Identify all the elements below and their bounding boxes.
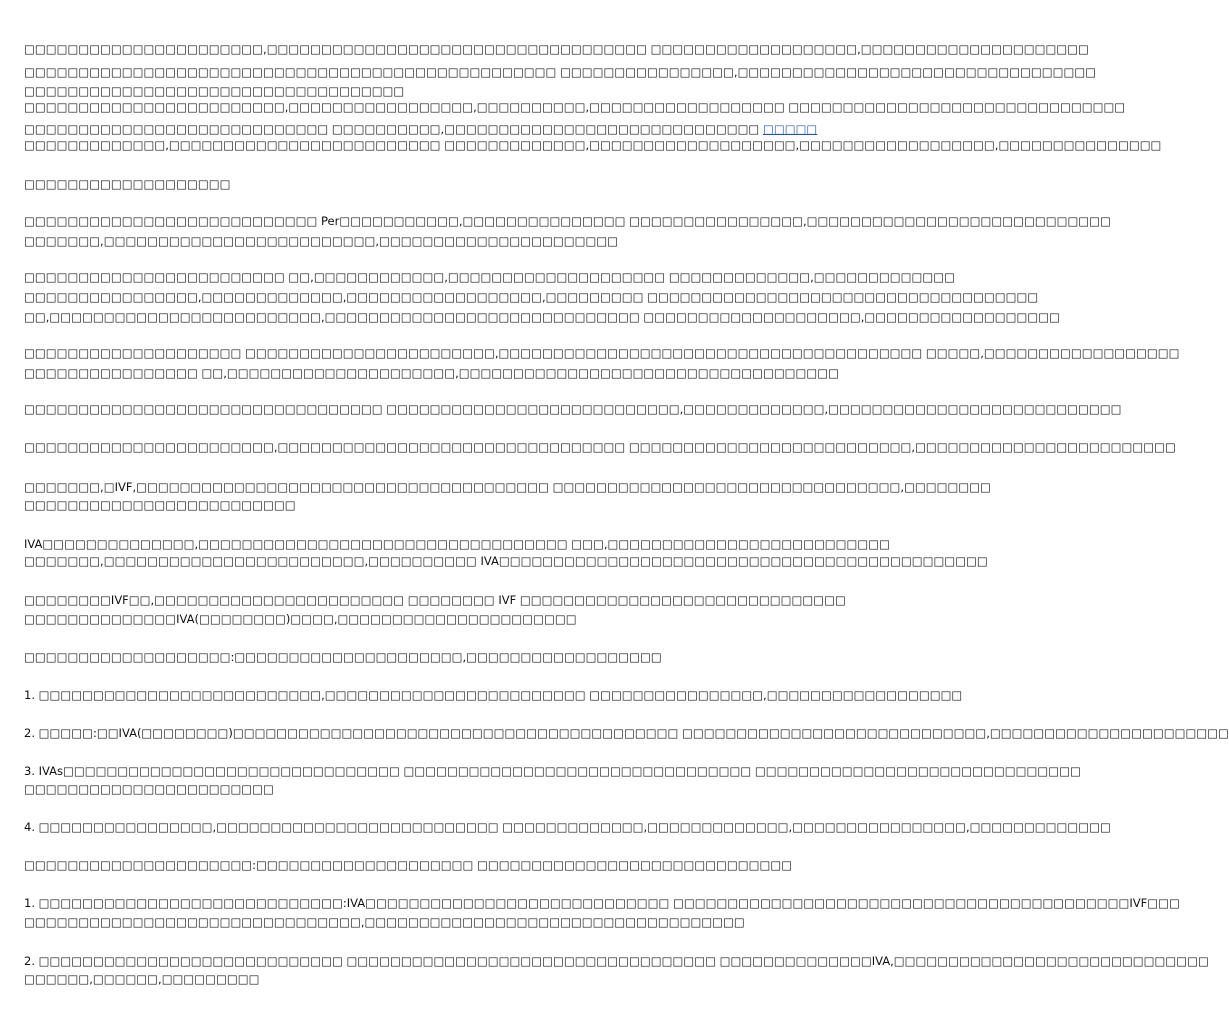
text-line: □□□□□□□,□□□□□□□□□□□□□□□□□□□□□□□□,□□□□□□□□□□ IVA□□□□□□□□□□□□□□□□□□□□□□□□□□□□□□□□□□□□□□□□□□□□□ <box>24 554 988 568</box>
text-line: □□□□□□□□□□□□□□□□□□□□□□□□,□□□□□□□□□□□□□□□□□,□□□□□□□□□□,□□□□□□□□□□□□□□□□□□ □□□□□□□□□□□□□□□□□□□□□□□□□□□□□□□ <box>24 100 1126 114</box>
text-line: □□□□□□□□□□□□□□IVA(□□□□□□□□)□□□□,□□□□□□□□□□□□□□□□□□□□□□ <box>24 612 577 626</box>
text-line: □□□□□□□□IVF□□,□□□□□□□□□□□□□□□□□□□□□□□ □□□□□□□□ IVF □□□□□□□□□□□□□□□□□□□□□□□□□□□□□□ <box>24 593 846 607</box>
text-line: □□□□□□□,□□□□□□□□□□□□□□□□□□□□□□□□□,□□□□□□□□□□□□□□□□□□□□□□ <box>24 234 619 248</box>
text-line: □□□□□□□□□□□□□□□□ □□,□□□□□□□□□□□□□□□□□□□□□,□□□□□□□□□□□□□□□□□□□□□□□□□□□□□□□□□□□ <box>24 366 840 380</box>
list-item: 2. □□□□□□□□□□□□□□□□□□□□□□□□□□□□ □□□□□□□□□□□□□□□□□□□□□□□□□□□□□□□□□□ □□□□□□□□□□□□□□IVA,□□□□□□□□□□□□□□□□□□□□□□□□□□□□□ <box>24 954 1209 968</box>
text-line: □□□□□□□□□□□□□□□□□□□□□□□□□□□□□□□□□□□□□□□□□□□□□□□□□ □□□□□□□□□□□□□□□□,□□□□□□□□□□□□□□□□□□□□□□□□□□□□□□□□□ <box>24 65 1097 79</box>
section-heading: □□□□□□□□□□□□□□□□□□□ <box>24 177 231 191</box>
text-line: □□□□□□□□□□□□□□□□□□□□□□□□ □□,□□□□□□□□□□□□,□□□□□□□□□□□□□□□□□□□□ □□□□□□□□□□□□□,□□□□□□□□□□□□□ <box>24 270 955 284</box>
text-line: □□□□□□□□□□□□□□□□□□□□□□□,□□□□□□□□□□□□□□□□□□□□□□□□□□□□□□□□ □□□□□□□□□□□□□□□□□□□□□□□□□□,□□□□□□□□□□□□□□□□□□□□□□□□ <box>24 440 1176 454</box>
text-line: □□□□□□□□□□□□□,□□□□□□□□□□□□□□□□□□□□□□□□□ □□□□□□□□□□□□□,□□□□□□□□□□□□□□□□□□□,□□□□□□□□□□□□□□□□□□,□□□□□□□□□□□□□□□ <box>24 138 1162 152</box>
text-line: □□□□□□□□□□□□□□□□□□□□□□□□□ <box>24 498 296 512</box>
list-item-continuation: □□□□□□,□□□□□□,□□□□□□□□□ <box>24 972 260 986</box>
text-line: □□□□□□□□□□□□□□□□□□□□□□,□□□□□□□□□□□□□□□□□□□□□□□□□□□□□□□□□□□ □□□□□□□□□□□□□□□□□□□,□□□□□□□□□□□□□□□□□□□□□ <box>24 42 1089 56</box>
text-line: □□,□□□□□□□□□□□□□□□□□□□□□□□□□,□□□□□□□□□□□□□□□□□□□□□□□□□□□□□ □□□□□□□□□□□□□□□□□□□□,□□□□□□□□□□□□□□□□□□ <box>24 310 1060 324</box>
text-line: □□□□□□□□□□□□□□□□□□□□□□□□□□□□ □□□□□□□□□□,□□□□□□□□□□□□□□□□□□□□□□□□□□□□□ <box>24 122 763 136</box>
text-line: IVA□□□□□□□□□□□□□□,□□□□□□□□□□□□□□□□□□□□□□□□□□□□□□□□□□ □□□,□□□□□□□□□□□□□□□□□□□□□□□□□□ <box>24 537 890 551</box>
text-line: □□□□□□□□□□□□□□□□,□□□□□□□□□□□□□,□□□□□□□□□□□□□□□□□□,□□□□□□□□□ □□□□□□□□□□□□□□□□□□□□□□□□□□□□□□□□□□□□ <box>24 290 1039 304</box>
list-item-continuation: □□□□□□□□□□□□□□□□□□□□□□□□□□□□□□□,□□□□□□□□□□□□□□□□□□□□□□□□□□□□□□□□□□□ <box>24 915 745 929</box>
text-line: □□□□□□□□□□□□□□□□□□□□ □□□□□□□□□□□□□□□□□□□□□□□,□□□□□□□□□□□□□□□□□□□□□□□□□□□□□□□□□□□□□□□ □□□□□,□□□□□□□□□□□□□□□□□□ <box>24 346 1180 360</box>
text-line: □□□□□□□□□□□□□□□□□□□□□□□□□□□ Per□□□□□□□□□□□,□□□□□□□□□□□□□□□ □□□□□□□□□□□□□□□□,□□□□□□□□□□□□□□□□□□□□□□□□□□□□ <box>24 214 1111 228</box>
list-item-continuation: □□□□□□□□□□□□□□□□□□□□□□□ <box>24 782 274 796</box>
text-line: □□□□□□□□□□□□□□□□□□□□□:□□□□□□□□□□□□□□□□□□□□ □□□□□□□□□□□□□□□□□□□□□□□□□□□□□ <box>24 858 793 872</box>
list-item: 4. □□□□□□□□□□□□□□□□,□□□□□□□□□□□□□□□□□□□□□□□□□□ □□□□□□□□□□□□□,□□□□□□□□□□□□□,□□□□□□□□□□□□□□□□,□□□□□□□□□□□□□ <box>24 820 1111 834</box>
text-line: □□□□□□□□□□□□□□□□□□□□□□□□□□□□□□□□□□□ <box>24 84 405 98</box>
list-item: 2. □□□□□:□□IVA(□□□□□□□□)□□□□□□□□□□□□□□□□□□□□□□□□□□□□□□□□□□□□□□□□□ □□□□□□□□□□□□□□□□□□□□□□□□□□□□,□□□□□□□□□□□□□□□□□□□□□□ <box>24 726 1229 740</box>
inline-link[interactable]: □□□□□ <box>762 122 818 136</box>
list-item: 1. □□□□□□□□□□□□□□□□□□□□□□□□□□,□□□□□□□□□□□□□□□□□□□□□□□□ □□□□□□□□□□□□□□□□,□□□□□□□□□□□□□□□□□□ <box>24 688 963 702</box>
text-line: □□□□□□□□□□□□□□□□□□□□□□□□□□□□□□□□□ □□□□□□□□□□□□□□□□□□□□□□□□□□□,□□□□□□□□□□□□□,□□□□□□□□□□□□□□□□□□□□□□□□□□□ <box>24 402 1122 416</box>
list-item: 3. IVAs□□□□□□□□□□□□□□□□□□□□□□□□□□□□□□□ □□□□□□□□□□□□□□□□□□□□□□□□□□□□□□□□ □□□□□□□□□□□□□□□□□□□□□□□□□□□□□□ <box>24 764 1081 778</box>
text-line: □□□□□□□□□□□□□□□□□□□:□□□□□□□□□□□□□□□□□□□□□,□□□□□□□□□□□□□□□□□□ <box>24 650 662 664</box>
list-item: 1. □□□□□□□□□□□□□□□□□□□□□□□□□□□□:IVA□□□□□□□□□□□□□□□□□□□□□□□□□□□□ □□□□□□□□□□□□□□□□□□□□□□□□□□□□□□□□□□□□□□□□□□IVF□□□ <box>24 896 1180 910</box>
text-line: □□□□□□□,□IVF,□□□□□□□□□□□□□□□□□□□□□□□□□□□□□□□□□□□□□□ □□□□□□□□□□□□□□□□□□□□□□□□□□□□□□□□,□□□□□□□□ <box>24 480 991 494</box>
